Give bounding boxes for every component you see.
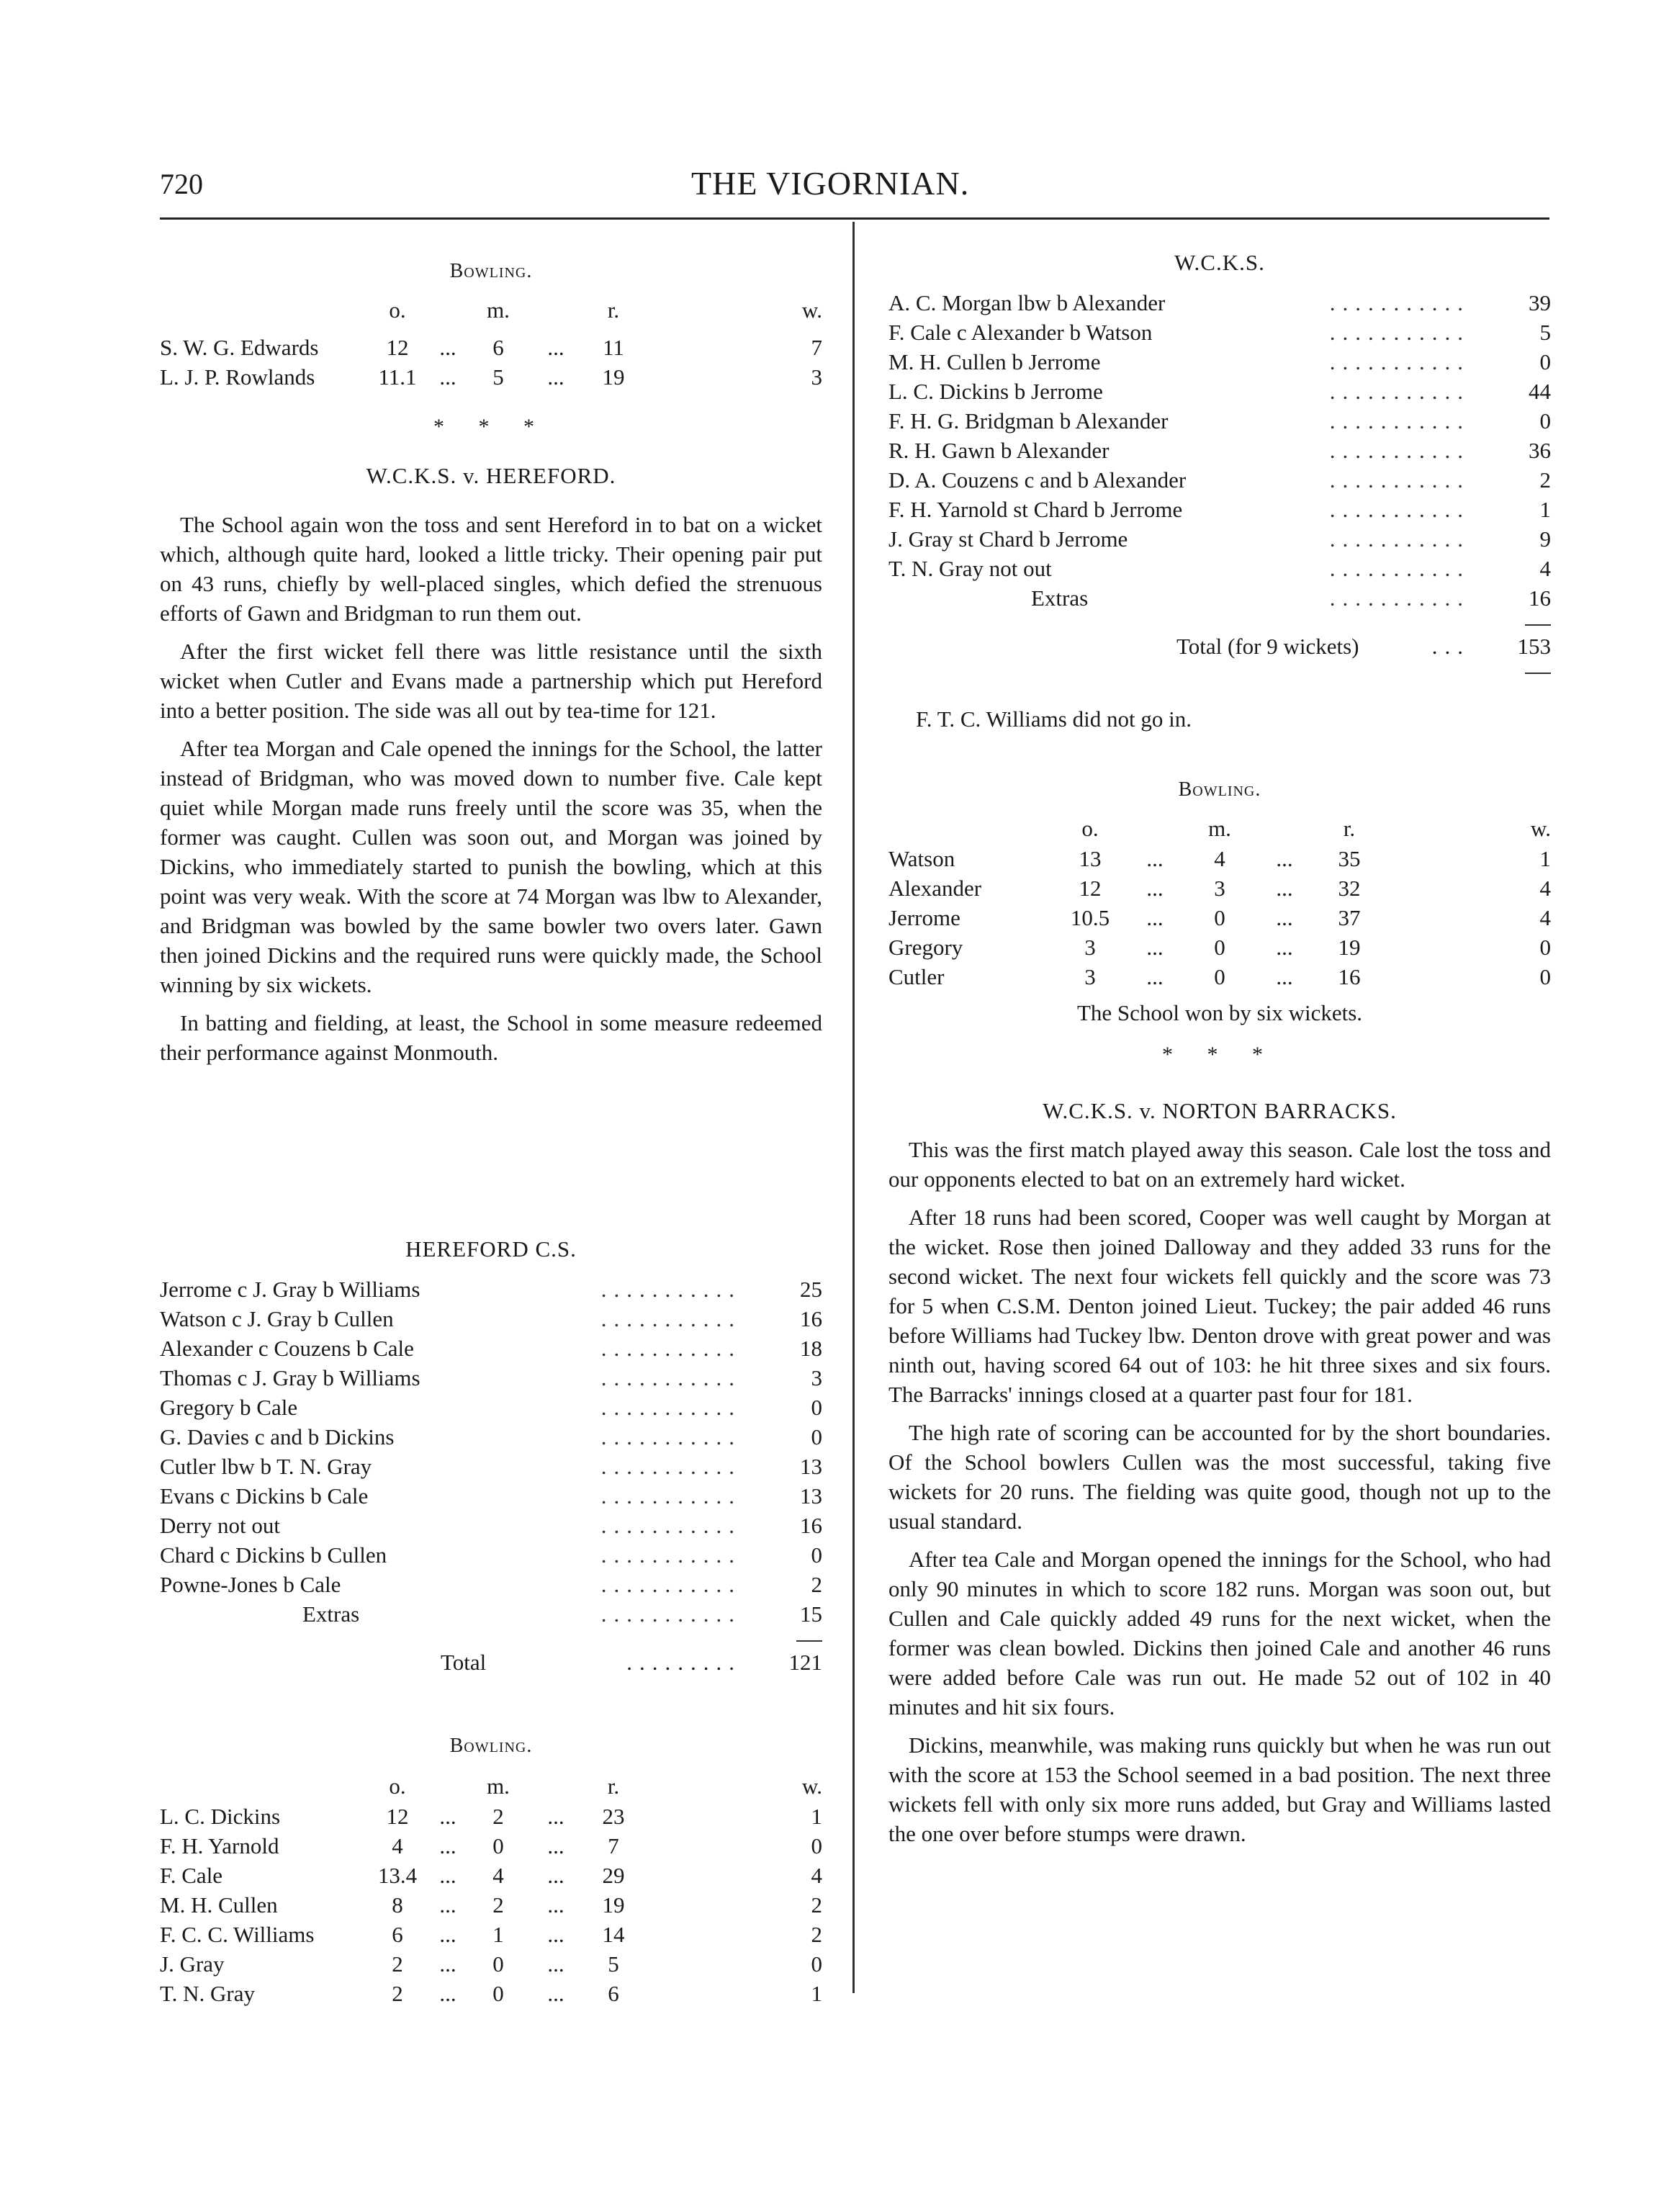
runs-value: 19 [602,364,625,390]
total-row: Total ......... 121 [160,1647,822,1677]
hereford-bowling-title: Bowling. [449,1735,533,1757]
maidens-value: 5 [492,364,504,390]
batsman: Chard c Dickins b Cullen [160,1542,387,1568]
wickets-value: 0 [1539,935,1551,960]
overs-value: 4 [392,1833,403,1858]
batting-row: L. C. Dickins b Jerrome ........... 44 [888,377,1551,406]
bowling-row: M. H. Cullen 8 ... 2 ... 19 2 [160,1890,822,1920]
batsman-runs: 0 [1539,349,1551,374]
maidens-value: 0 [1214,964,1225,989]
wickets-value: 0 [1539,964,1551,989]
batting-row: Chard c Dickins b Cullen ........... 0 [160,1540,822,1570]
bowler-name: Jerrome [888,905,960,930]
hereford-report [160,510,822,1067]
bowling-row: Watson 13 ... 4 ... 35 1 [888,844,1551,873]
bowling-row: F. C. C. Williams 6 ... 1 ... 14 2 [160,1920,822,1949]
hereford-scorecard-heading: HEREFORD C.S. [405,1236,577,1262]
bowler-name: L. J. P. Rowlands [160,364,315,390]
overs-value: 2 [392,1981,403,2006]
wickets-value: 0 [811,1951,822,1977]
top-bowling-title: Bowling. [449,260,533,282]
header-runs: r. [1343,816,1356,841]
batting-row: Powne-Jones b Cale ........... 2 [160,1570,822,1599]
batting-row: Cutler lbw b T. N. Gray ........... 13 [160,1452,822,1481]
batsman-runs: 44 [1529,379,1551,404]
batsman: Derry not out [160,1513,281,1538]
batsman: G. Davies c and b Dickins [160,1424,395,1449]
total-label: Total [441,1650,487,1675]
maidens-value: 0 [1214,905,1225,930]
batting-row: T. N. Gray not out ........... 4 [888,554,1551,583]
header-maidens: m. [487,1773,510,1799]
wickets-value: 4 [1539,905,1551,930]
wickets-value: 1 [811,1804,822,1829]
runs-value: 7 [608,1833,619,1858]
overs-value: 12 [386,335,409,360]
wickets-value: 4 [811,1863,822,1888]
wickets-value: 2 [811,1922,822,1947]
batsman-runs: 1 [1539,497,1551,522]
batting-row: G. Davies c and b Dickins ........... 0 [160,1422,822,1452]
overs-value: 12 [1079,876,1102,901]
batsman: A. C. Morgan lbw b Alexander [888,290,1166,315]
match-result: The School won by six wickets. [1076,1000,1363,1025]
extras-label: Extras [1031,585,1089,611]
bowling-row: Alexander 12 ... 3 ... 32 4 [888,873,1551,903]
header-maidens: m. [487,297,510,323]
batsman: Evans c Dickins b Cale [160,1483,369,1509]
batsman-runs: 13 [800,1454,822,1479]
running-title: THE VIGORNIAN. [691,165,970,202]
bowler-name: F. H. Yarnold [160,1833,279,1858]
batting-row: F. Cale c Alexander b Watson ........... 5 [888,318,1551,347]
batsman-runs: 16 [800,1513,822,1538]
batsman: Powne-Jones b Cale [160,1572,341,1597]
bowling-row: S. W. G. Edwards 12 ... 6 ... 11 7 [160,333,822,362]
batting-row: Evans c Dickins b Cale ........... 13 [160,1481,822,1511]
batsman: Jerrome c J. Gray b Williams [160,1277,420,1302]
bowling-row: Jerrome 10.5 ... 0 ... 37 4 [888,903,1551,932]
batting-row: F. H. G. Bridgman b Alexander ........... 0 [888,406,1551,436]
bowler-name: Alexander [888,876,982,901]
bowler-name: T. N. Gray [160,1981,255,2006]
wickets-value: 2 [811,1892,822,1917]
bowler-name: S. W. G. Edwards [160,335,319,360]
batting-row: D. A. Couzens c and b Alexander ........... 2 [888,465,1551,495]
header-wickets: w. [801,1773,822,1799]
wcks-bowling-table [888,844,1551,992]
runs-value: 32 [1338,876,1361,901]
hereford-bowling-table [160,1802,822,2008]
total-label: Total (for 9 wickets) [1176,634,1359,659]
report-paragraph: The School again won the toss and sent Hereford in to bat on a wicket which, although quite hard, looked a little tricky. Their opening pair put on 43 runs, chiefly by well-placed singles, which defied the strenuous efforts of Gawn and Bridgman to run them out. [160,512,822,626]
norton-report [888,1135,1551,1848]
batsman: F. Cale c Alexander b Watson [888,320,1153,345]
batsman-runs: 18 [800,1336,822,1361]
overs-value: 12 [386,1804,409,1829]
wickets-value: 1 [811,1981,822,2006]
bowler-name: M. H. Cullen [160,1892,278,1917]
bowling-row: J. Gray 2 ... 0 ... 5 0 [160,1949,822,1979]
wickets-value: 7 [811,335,822,360]
batsman: Watson c J. Gray b Cullen [160,1306,394,1331]
batsman: R. H. Gawn b Alexander [888,438,1110,463]
wickets-value: 4 [1539,876,1551,901]
batsman-runs: 9 [1539,526,1551,552]
hereford-bowling-headers [160,1771,822,1801]
batsman-runs: 0 [811,1395,822,1420]
batsman: Thomas c J. Gray b Williams [160,1365,420,1390]
runs-value: 19 [602,1892,625,1917]
runs-value: 6 [608,1981,619,2006]
maidens-value: 2 [492,1804,504,1829]
report-paragraph: After tea Morgan and Cale opened the innings for the School, the latter instead of Bridgman, who was moved down to number five. Cale kept quiet while Morgan made runs freely until the score was 35, when the former was caught. Cullen was soon out, and Morgan was joined by Dickins, who immediately started to punish the bowling, which at this point was very weak. With the score at 74 Morgan was lbw to Alexander, and Bridgman was bowled by the same bowler two overs later. Gawn then joined Dickins and the required runs were quickly made, the School winning by six wickets. [160,736,822,997]
overs-value: 13.4 [377,1863,418,1888]
batsman-runs: 5 [1539,320,1551,345]
runs-value: 11 [603,335,624,360]
wickets-value: 3 [811,364,822,390]
report-paragraph: Dickins, meanwhile, was making runs quickly but when he was run out with the score at 153 the School seemed in a bad position. The next three wickets fell with only six more runs added, but Gray and Williams lasted the one over before stumps were drawn. [888,1732,1551,1846]
extras-label: Extras [302,1601,360,1627]
bowling-row: Gregory 3 ... 0 ... 19 0 [888,932,1551,962]
bowler-name: Cutler [888,964,945,989]
runs-value: 37 [1338,905,1361,930]
batsman-runs: 3 [811,1365,822,1390]
batsman-runs: 2 [811,1572,822,1597]
extras-row: Extras ........... 16 [888,583,1551,613]
maidens-value: 6 [492,335,504,360]
batting-row: Derry not out ........... 16 [160,1511,822,1540]
top-bowling-table [160,333,822,392]
batsman-runs: 16 [800,1306,822,1331]
hereford-match-heading: W.C.K.S. v. HEREFORD. [366,463,616,488]
batting-row: Alexander c Couzens b Cale ........... 18 [160,1334,822,1363]
overs-value: 2 [392,1951,403,1977]
batsman-runs: 4 [1539,556,1551,581]
bowler-name: Watson [888,846,955,871]
batting-row: R. H. Gawn b Alexander ........... 36 [888,436,1551,465]
batting-row: Thomas c J. Gray b Williams ........... 3 [160,1363,822,1393]
header-overs: o. [389,1773,406,1799]
overs-value: 6 [392,1922,403,1947]
report-paragraph: In batting and fielding, at least, the School in some measure redeemed their performance against Monmouth. [160,1010,822,1065]
header-rule [160,217,1549,220]
maidens-value: 0 [492,1951,504,1977]
header-runs: r. [607,1773,620,1799]
wickets-value: 1 [1539,846,1551,871]
maidens-value: 4 [1214,846,1225,871]
extras-runs: 15 [800,1601,822,1627]
total-rule [796,1640,822,1642]
batsman: D. A. Couzens c and b Alexander [888,467,1187,493]
bowler-name: Gregory [888,935,963,960]
report-paragraph: After 18 runs had been scored, Cooper was well caught by Morgan at the wicket. Rose then joined Dalloway and they added 33 runs for the second wicket. The next four wickets fell quickly and the score was 73 for 5 when C.S.M. Denton joined Lieut. Tuckey; the pair added 46 runs before Williams had Tuckey lbw. Denton drove with great power and was ninth out, having scored 64 out of 103: he hit three sixes and six fours. The Barracks' innings closed at a quarter past four for 181. [888,1205,1551,1407]
bowler-name: L. C. Dickins [160,1804,281,1829]
report-paragraph: The high rate of scoring can be accounted for by the short boundaries. Of the School bowlers Cullen was the most successful, taking five wickets for 20 runs. The fielding was quite good, though not up to the usual standard. [888,1420,1551,1534]
batsman: J. Gray st Chard b Jerrome [888,526,1128,552]
top-bowling-headers [160,295,822,325]
bowler-name: F. Cale [160,1863,223,1888]
maidens-value: 0 [492,1833,504,1858]
column-divider [852,222,855,1993]
bowling-row: F. H. Yarnold 4 ... 0 ... 7 0 [160,1831,822,1861]
header-overs: o. [389,297,406,323]
batsman-runs: 0 [811,1424,822,1449]
batsman: Alexander c Couzens b Cale [160,1336,414,1361]
maidens-value: 2 [492,1892,504,1917]
batsman-runs: 13 [800,1483,822,1509]
runs-value: 14 [602,1922,625,1947]
overs-value: 10.5 [1070,905,1110,930]
runs-value: 19 [1338,935,1361,960]
header-runs: r. [607,297,620,323]
batsman: L. C. Dickins b Jerrome [888,379,1103,404]
wcks-bowling-title: Bowling. [1178,778,1261,801]
overs-value: 3 [1084,964,1096,989]
section-separator: * * * [1162,1043,1277,1066]
batting-row: Gregory b Cale ........... 0 [160,1393,822,1422]
hereford-batting-card [160,1274,822,1677]
overs-value: 8 [392,1892,403,1917]
runs-value: 5 [608,1951,619,1977]
bowler-name: J. Gray [160,1951,225,1977]
bowling-row: Cutler 3 ... 0 ... 16 0 [888,962,1551,992]
batsman: F. H. G. Bridgman b Alexander [888,408,1169,433]
wcks-scorecard-heading: W.C.K.S. [1174,250,1265,275]
batsman: Cutler lbw b T. N. Gray [160,1454,372,1479]
wickets-value: 0 [811,1833,822,1858]
page-number: 720 [160,168,203,200]
batsman: Gregory b Cale [160,1395,298,1420]
wcks-bowling-headers [888,814,1551,843]
header-wickets: w. [801,297,822,323]
extras-row: Extras ........... 15 [160,1599,822,1629]
bowling-row: L. J. P. Rowlands 11.1 ... 5 ... 19 3 [160,362,822,392]
batsman-runs: 25 [800,1277,822,1302]
total-rule [1525,673,1551,674]
bowling-row: F. Cale 13.4 ... 4 ... 29 4 [160,1861,822,1890]
total-runs: 121 [788,1650,822,1675]
runs-value: 23 [602,1804,625,1829]
wcks-batting-card [888,288,1551,674]
batsman-runs: 36 [1529,438,1551,463]
did-not-bat-note: F. T. C. Williams did not go in. [916,706,1192,732]
batsman: M. H. Cullen b Jerrome [888,349,1101,374]
report-paragraph: This was the first match played away this season. Cale lost the toss and our opponents elected to bat on an extremely hard wicket. [888,1137,1551,1192]
batting-row: J. Gray st Chard b Jerrome ........... 9 [888,524,1551,554]
batting-row: F. H. Yarnold st Chard b Jerrome ........... 1 [888,495,1551,524]
bowling-row: L. C. Dickins 12 ... 2 ... 23 1 [160,1802,822,1831]
batting-row: Jerrome c J. Gray b Williams ........... 25 [160,1274,822,1304]
extras-runs: 16 [1529,585,1551,611]
maidens-value: 0 [1214,935,1225,960]
maidens-value: 4 [492,1863,504,1888]
batting-row: A. C. Morgan lbw b Alexander ........... 39 [888,288,1551,318]
maidens-value: 3 [1214,876,1225,901]
runs-value: 35 [1338,846,1361,871]
header-overs: o. [1081,816,1099,841]
batsman: F. H. Yarnold st Chard b Jerrome [888,497,1183,522]
header-maidens: m. [1208,816,1231,841]
maidens-value: 0 [492,1981,504,2006]
batsman-runs: 2 [1539,467,1551,493]
batsman-runs: 0 [811,1542,822,1568]
norton-match-heading: W.C.K.S. v. NORTON BARRACKS. [1043,1098,1397,1123]
bowler-name: F. C. C. Williams [160,1922,315,1947]
report-paragraph: After the first wicket fell there was little resistance until the sixth wicket when Cutler and Evans made a partnership which put Hereford into a better position. The side was all out by tea-time for 121. [160,639,822,723]
runs-value: 29 [602,1863,625,1888]
report-paragraph: After tea Cale and Morgan opened the innings for the School, who had only 90 minutes in which to score 182 runs. Morgan was soon out, but Cullen and Cale quickly added 49 runs for the next wicket, when the former was clean bowled. Dickins then joined Cale and another 46 runs were added before Cale was run out. He made 52 out of 102 in 40 minutes and hit six fours. [888,1547,1551,1719]
batting-row: M. H. Cullen b Jerrome ........... 0 [888,347,1551,377]
total-rule [1525,624,1551,626]
section-separator: * * * [433,415,549,439]
overs-value: 13 [1079,846,1102,871]
overs-value: 11.1 [378,364,417,390]
total-runs: 153 [1517,634,1551,659]
maidens-value: 1 [492,1922,504,1947]
batsman-runs: 39 [1529,290,1551,315]
bowling-row: T. N. Gray 2 ... 0 ... 6 1 [160,1979,822,2008]
overs-value: 3 [1084,935,1096,960]
total-row: Total (for 9 wickets) ... 153 [888,631,1551,661]
runs-value: 16 [1338,964,1361,989]
batsman: T. N. Gray not out [888,556,1052,581]
header-wickets: w. [1530,816,1551,841]
batting-row: Watson c J. Gray b Cullen ........... 16 [160,1304,822,1334]
batsman-runs: 0 [1539,408,1551,433]
